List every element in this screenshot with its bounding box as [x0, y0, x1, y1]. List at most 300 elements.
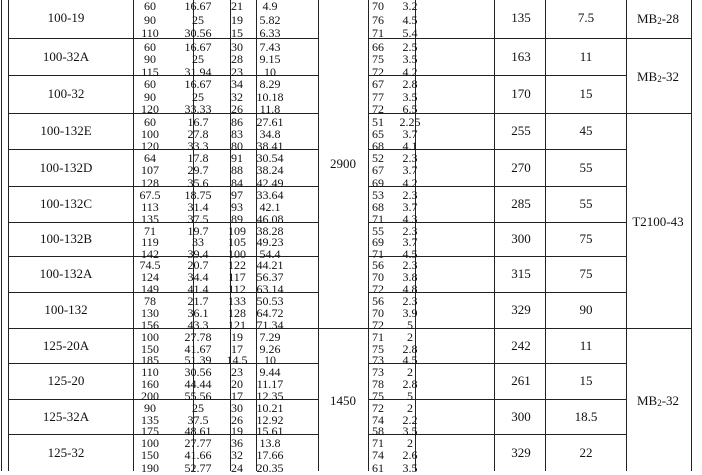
model-cell: 100-32A — [42, 48, 90, 64]
flow-ls-value: 21.7 — [187, 294, 209, 308]
motor-divider — [626, 38, 691, 39]
npsh-value: 5 — [407, 389, 413, 403]
npsh-value: 2.8 — [402, 341, 418, 356]
head-value: 20 — [231, 377, 243, 391]
head-value: 30 — [231, 40, 243, 54]
flow-ls-value: 17.8 — [187, 151, 209, 165]
motor-power-cell: 55 — [579, 159, 593, 175]
speed-cell: 2900 — [330, 155, 356, 171]
head-value: 32 — [231, 89, 243, 104]
weight-cell: 242 — [511, 337, 531, 353]
flow-value: 149 — [141, 282, 159, 296]
npsh-value: 2 — [407, 365, 413, 379]
motor-divider — [626, 328, 691, 329]
npsh-value: 3.7 — [402, 235, 418, 250]
flow-value: 100 — [141, 436, 159, 450]
group-divider — [318, 328, 368, 329]
model-cell: 100-32 — [47, 86, 85, 101]
power-value: 5.82 — [259, 12, 281, 27]
weight-cell: 135 — [511, 9, 531, 25]
flow-ls-value: 41.66 — [184, 448, 212, 463]
power-value: 42.49 — [256, 175, 284, 190]
eff-value: 75 — [372, 341, 384, 356]
flow-ls-value: 30.56 — [184, 365, 212, 379]
npsh-value: 2.8 — [402, 77, 418, 91]
motor-power-cell: 45 — [579, 123, 593, 138]
power-value: 7.43 — [259, 40, 281, 54]
eff-value: 73 — [372, 353, 384, 368]
head-value: 19 — [231, 424, 243, 439]
eff-value: 67 — [372, 163, 384, 178]
flow-ls-value: 16.67 — [184, 77, 212, 91]
model-cell: 100-19 — [47, 9, 85, 25]
flow-ls-value: 43.3 — [187, 318, 209, 332]
head-value: 105 — [228, 235, 246, 250]
power-value: 33.64 — [256, 188, 284, 202]
flow-value: 90 — [144, 401, 156, 415]
flow-ls-value: 35.6 — [187, 175, 209, 190]
eff-value: 71 — [372, 436, 384, 450]
flow-ls-value: 16.67 — [184, 0, 212, 13]
head-value: 109 — [228, 224, 246, 238]
flow-ls-value: 33.33 — [184, 102, 212, 117]
power-value: 64.72 — [256, 306, 284, 320]
weight-cell: 170 — [511, 86, 531, 101]
table-border-vertical — [8, 0, 9, 471]
power-value: 42.1 — [259, 200, 281, 214]
speed-cell: 1450 — [330, 392, 356, 408]
flow-value: 90 — [144, 52, 156, 67]
motor-power-cell: 11 — [579, 337, 593, 353]
power-value: 49.23 — [256, 235, 284, 250]
head-value: 91 — [231, 151, 243, 165]
head-value: 133 — [228, 294, 246, 308]
flow-value: 60 — [144, 77, 156, 91]
column-divider — [368, 0, 369, 471]
eff-value: 69 — [372, 175, 384, 190]
eff-value: 68 — [372, 200, 384, 214]
flow-ls-value: 30.56 — [184, 26, 212, 41]
npsh-value: 4.5 — [402, 12, 418, 27]
eff-value: 72 — [372, 318, 384, 332]
head-value: 17 — [231, 341, 243, 356]
weight-cell: 163 — [511, 48, 531, 64]
eff-value: 72 — [372, 282, 384, 296]
eff-value: 53 — [372, 188, 384, 202]
npsh-value: 3.5 — [402, 89, 418, 104]
npsh-value: 3.5 — [402, 52, 418, 67]
npsh-value: 4.3 — [402, 212, 418, 226]
head-value: 34 — [231, 77, 243, 91]
npsh-value: 2.3 — [402, 188, 418, 202]
power-value: 8.29 — [259, 77, 281, 91]
power-value: 11.8 — [259, 102, 281, 117]
model-cell: 100-132 — [44, 302, 88, 317]
eff-value: 71 — [372, 330, 384, 344]
npsh-value: 4.2 — [402, 175, 418, 190]
power-value: 38.41 — [256, 139, 284, 153]
power-value: 12.35 — [256, 389, 284, 403]
power-value: 34.8 — [259, 127, 281, 141]
eff-value: 71 — [372, 26, 384, 41]
head-value: 14.5 — [226, 353, 248, 368]
flow-value: 156 — [141, 318, 159, 332]
npsh-value: 4.1 — [402, 139, 418, 153]
eff-value: 72 — [372, 64, 384, 79]
eff-value: 56 — [372, 258, 384, 272]
flow-value: 120 — [141, 102, 159, 117]
npsh-value: 3.7 — [402, 200, 418, 214]
column-divider — [545, 0, 546, 471]
power-value: 11.17 — [256, 377, 284, 391]
power-value: 17.66 — [256, 448, 284, 463]
model-cell: 100-132B — [40, 231, 92, 246]
power-value: 10 — [264, 64, 276, 79]
flow-ls-value: 29.7 — [187, 163, 209, 178]
flow-value: 190 — [141, 460, 159, 475]
power-value: 46.08 — [256, 212, 284, 226]
npsh-value: 3.7 — [402, 127, 418, 141]
flow-ls-value: 16.67 — [184, 40, 212, 54]
flow-ls-value: 34.4 — [187, 270, 209, 284]
flow-value: 160 — [141, 377, 159, 391]
flow-value: 150 — [141, 341, 159, 356]
power-value: 10.18 — [256, 89, 284, 104]
motor-divider — [626, 113, 691, 114]
eff-value: 55 — [372, 224, 384, 238]
motor-subscript: 2 — [657, 397, 662, 408]
motor-prefix: MB — [636, 68, 658, 84]
flow-value: 64 — [144, 151, 156, 165]
flow-ls-value: 19.7 — [187, 224, 209, 238]
flow-value: 135 — [141, 412, 159, 427]
model-cell: 125-32A — [42, 408, 90, 424]
motor-power-cell: 11 — [579, 48, 593, 64]
eff-value: 69 — [372, 235, 384, 250]
eff-value: 68 — [372, 139, 384, 153]
flow-ls-value: 52.77 — [184, 460, 212, 475]
head-value: 21 — [231, 0, 243, 13]
motor-model-cell — [632, 215, 683, 231]
motor-subscript: 2 — [657, 15, 662, 26]
head-value: 19 — [231, 330, 243, 344]
npsh-value: 3.8 — [402, 270, 418, 284]
power-value: 12.92 — [256, 412, 284, 427]
flow-value: 90 — [144, 89, 156, 104]
power-value: 44.21 — [256, 258, 284, 272]
head-value: 89 — [231, 212, 243, 226]
eff-value: 75 — [372, 52, 384, 67]
motor-power-cell: 15 — [579, 86, 593, 101]
npsh-value: 2.3 — [402, 258, 418, 272]
power-value: 10 — [264, 353, 276, 368]
flow-value: 60 — [144, 40, 156, 54]
table-border-vertical — [691, 0, 692, 471]
head-value: 23 — [231, 64, 243, 79]
head-value: 36 — [231, 436, 243, 450]
npsh-value: 4.2 — [402, 64, 418, 79]
eff-value: 75 — [372, 389, 384, 403]
motor-power-cell: 18.5 — [574, 408, 598, 424]
power-value: 6.33 — [259, 26, 281, 41]
flow-ls-value: 31.94 — [184, 64, 212, 79]
flow-ls-value: 27.8 — [187, 127, 209, 141]
flow-ls-value: 25 — [192, 12, 204, 27]
flow-value: 107 — [141, 163, 159, 178]
weight-cell: 300 — [511, 408, 531, 424]
eff-value: 77 — [372, 89, 384, 104]
power-value: 10.21 — [256, 401, 284, 415]
head-value: 32 — [231, 448, 243, 463]
flow-ls-value: 25 — [192, 401, 204, 415]
head-value: 15 — [231, 26, 243, 41]
head-value: 26 — [231, 102, 243, 117]
model-cell: 100-132E — [40, 123, 92, 138]
flow-ls-value: 37.5 — [187, 212, 209, 226]
npsh-value: 4.5 — [402, 246, 418, 261]
weight-cell: 255 — [511, 123, 531, 138]
flow-value: 113 — [141, 200, 159, 214]
power-value: 30.54 — [256, 151, 284, 165]
model-cell: 125-20A — [42, 337, 90, 353]
npsh-value: 2.3 — [402, 294, 418, 308]
motor-model-cell — [637, 394, 679, 410]
power-value: 54.4 — [259, 246, 281, 261]
power-value: 27.61 — [256, 115, 284, 129]
eff-value: 72 — [372, 401, 384, 415]
npsh-value: 4.5 — [402, 353, 418, 368]
power-value: 9.44 — [259, 365, 281, 379]
flow-ls-value: 37.5 — [187, 412, 209, 427]
power-value: 56.37 — [256, 270, 284, 284]
motor-suffix: -32 — [661, 392, 680, 408]
head-value: 112 — [228, 282, 246, 296]
flow-ls-value: 48.61 — [184, 424, 212, 439]
flow-value: 100 — [141, 127, 159, 141]
head-value: 86 — [231, 115, 243, 129]
eff-value: 51 — [372, 115, 384, 129]
npsh-value: 2.3 — [402, 224, 418, 238]
power-value: 20.35 — [256, 460, 284, 475]
npsh-value: 4.8 — [402, 282, 418, 296]
power-value: 13.8 — [259, 436, 281, 450]
flow-ls-value: 36.1 — [187, 306, 209, 320]
head-value: 88 — [231, 163, 243, 178]
npsh-value: 2.8 — [402, 377, 418, 391]
eff-value: 52 — [372, 151, 384, 165]
flow-value: 110 — [141, 26, 159, 41]
flow-ls-value: 31.4 — [187, 200, 209, 214]
motor-power-cell: 15 — [579, 373, 593, 388]
flow-value: 128 — [141, 175, 159, 190]
motor-power-cell: 22 — [579, 444, 593, 460]
model-cell: 100-132A — [39, 266, 93, 281]
power-value: 38.24 — [256, 163, 284, 178]
motor-suffix: -32 — [661, 68, 680, 84]
flow-value: 130 — [141, 306, 159, 320]
eff-value: 70 — [372, 306, 384, 320]
npsh-value: 3.5 — [402, 424, 418, 439]
flow-ls-value: 33.3 — [187, 139, 209, 153]
eff-value: 72 — [372, 102, 384, 117]
head-value: 30 — [231, 401, 243, 415]
flow-value: 78 — [144, 294, 156, 308]
motor-power-cell: 90 — [579, 302, 593, 317]
flow-value: 100 — [141, 330, 159, 344]
npsh-value: 2.3 — [402, 151, 418, 165]
weight-cell: 329 — [511, 302, 531, 317]
npsh-value: 6.5 — [402, 102, 418, 117]
eff-value: 74 — [372, 448, 384, 463]
power-value: 38.28 — [256, 224, 284, 238]
weight-cell: 315 — [511, 266, 531, 281]
npsh-value: 3.5 — [402, 460, 418, 475]
head-value: 100 — [228, 246, 246, 261]
head-value: 26 — [231, 412, 243, 427]
flow-value: 124 — [141, 270, 159, 284]
motor-prefix: MB — [636, 10, 658, 26]
flow-value: 120 — [141, 139, 159, 153]
eff-value: 65 — [372, 127, 384, 141]
weight-cell: 261 — [511, 373, 531, 388]
column-divider — [318, 0, 319, 471]
column-divider — [133, 0, 134, 471]
flow-value: 175 — [141, 424, 159, 439]
model-cell: 125-32 — [47, 444, 85, 460]
eff-value: 71 — [372, 212, 384, 226]
motor-subscript: 2 — [657, 73, 662, 84]
power-value: 9.26 — [259, 341, 281, 356]
npsh-value: 3.9 — [402, 306, 418, 320]
flow-ls-value: 55.56 — [184, 389, 212, 403]
flow-value: 200 — [141, 389, 159, 403]
flow-ls-value: 51.39 — [184, 353, 212, 368]
motor-power-cell: 75 — [579, 231, 593, 246]
flow-ls-value: 25 — [192, 52, 204, 67]
head-value: 121 — [228, 318, 246, 332]
head-value: 83 — [231, 127, 243, 141]
column-divider — [626, 0, 627, 471]
table-border-vertical — [1, 0, 2, 471]
npsh-value: 3.2 — [402, 0, 418, 13]
eff-value: 70 — [372, 0, 384, 13]
motor-power-cell: 75 — [579, 266, 593, 281]
motor-suffix: T2100-43 — [632, 213, 684, 229]
flow-ls-value: 39.4 — [187, 246, 209, 261]
motor-model-cell — [637, 12, 679, 28]
npsh-value: 5 — [407, 318, 413, 332]
npsh-value: 2 — [407, 401, 413, 415]
flow-value: 110 — [141, 365, 159, 379]
head-value: 23 — [231, 365, 243, 379]
eff-value: 71 — [372, 246, 384, 261]
power-value: 71.34 — [256, 318, 284, 332]
weight-cell: 300 — [511, 231, 531, 246]
eff-value: 67 — [372, 77, 384, 91]
flow-value: 115 — [141, 64, 159, 79]
power-value: 63.14 — [256, 282, 284, 296]
power-value: 4.9 — [262, 0, 278, 13]
npsh-value: 2 — [407, 330, 413, 344]
flow-ls-value: 27.77 — [184, 436, 212, 450]
flow-ls-value: 20.7 — [187, 258, 209, 272]
weight-cell: 285 — [511, 196, 531, 211]
weight-cell: 270 — [511, 159, 531, 175]
npsh-value: 2.5 — [402, 40, 418, 54]
flow-ls-value: 27.78 — [184, 330, 212, 344]
power-value: 7.29 — [259, 330, 281, 344]
model-cell: 100-132C — [40, 196, 92, 211]
weight-cell: 329 — [511, 444, 531, 460]
flow-ls-value: 16.7 — [187, 115, 209, 129]
head-value: 80 — [231, 139, 243, 153]
flow-ls-value: 41.67 — [184, 341, 212, 356]
power-value: 15.61 — [256, 424, 284, 439]
eff-value: 66 — [372, 40, 384, 54]
npsh-value: 2.2 — [402, 412, 418, 427]
motor-power-cell: 55 — [579, 196, 593, 211]
eff-value: 78 — [372, 377, 384, 391]
eff-value: 73 — [372, 365, 384, 379]
head-value: 128 — [228, 306, 246, 320]
head-value: 93 — [231, 200, 243, 214]
head-value: 117 — [228, 270, 246, 284]
head-value: 122 — [228, 258, 246, 272]
head-value: 97 — [231, 188, 243, 202]
flow-value: 90 — [144, 12, 156, 27]
head-value: 28 — [231, 52, 243, 67]
flow-ls-value: 25 — [192, 89, 204, 104]
flow-ls-value: 44.44 — [184, 377, 212, 391]
flow-value: 60 — [144, 0, 156, 13]
power-value: 9.15 — [259, 52, 281, 67]
eff-value: 58 — [372, 424, 384, 439]
npsh-value: 2 — [407, 436, 413, 450]
flow-value: 60 — [144, 115, 156, 129]
column-divider — [494, 0, 495, 471]
head-value: 17 — [231, 389, 243, 403]
npsh-value: 2.25 — [399, 115, 421, 129]
npsh-value: 3.7 — [402, 163, 418, 178]
eff-value: 76 — [372, 12, 384, 27]
flow-ls-value: 33 — [192, 235, 204, 250]
flow-value: 71 — [144, 224, 156, 238]
flow-ls-value: 18.75 — [184, 188, 212, 202]
flow-value: 142 — [141, 246, 159, 261]
flow-value: 135 — [141, 212, 159, 226]
flow-value: 119 — [141, 235, 159, 250]
flow-ls-value: 41.4 — [187, 282, 209, 296]
eff-value: 61 — [372, 460, 384, 475]
motor-power-cell: 7.5 — [577, 9, 595, 25]
motor-model-cell — [637, 70, 679, 86]
head-value: 19 — [231, 12, 243, 27]
flow-value: 150 — [141, 448, 159, 463]
eff-value: 74 — [372, 412, 384, 427]
head-value: 24 — [231, 460, 243, 475]
eff-value: 70 — [372, 270, 384, 284]
flow-value: 185 — [141, 353, 159, 368]
npsh-value: 2.6 — [402, 448, 418, 463]
flow-value: 67.5 — [139, 188, 161, 202]
eff-value: 56 — [372, 294, 384, 308]
motor-suffix: -28 — [661, 10, 680, 26]
head-value: 84 — [231, 175, 243, 190]
model-cell: 125-20 — [47, 373, 85, 388]
motor-prefix: MB — [636, 392, 658, 408]
model-cell: 100-132D — [39, 159, 93, 175]
flow-value: 74.5 — [139, 258, 161, 272]
